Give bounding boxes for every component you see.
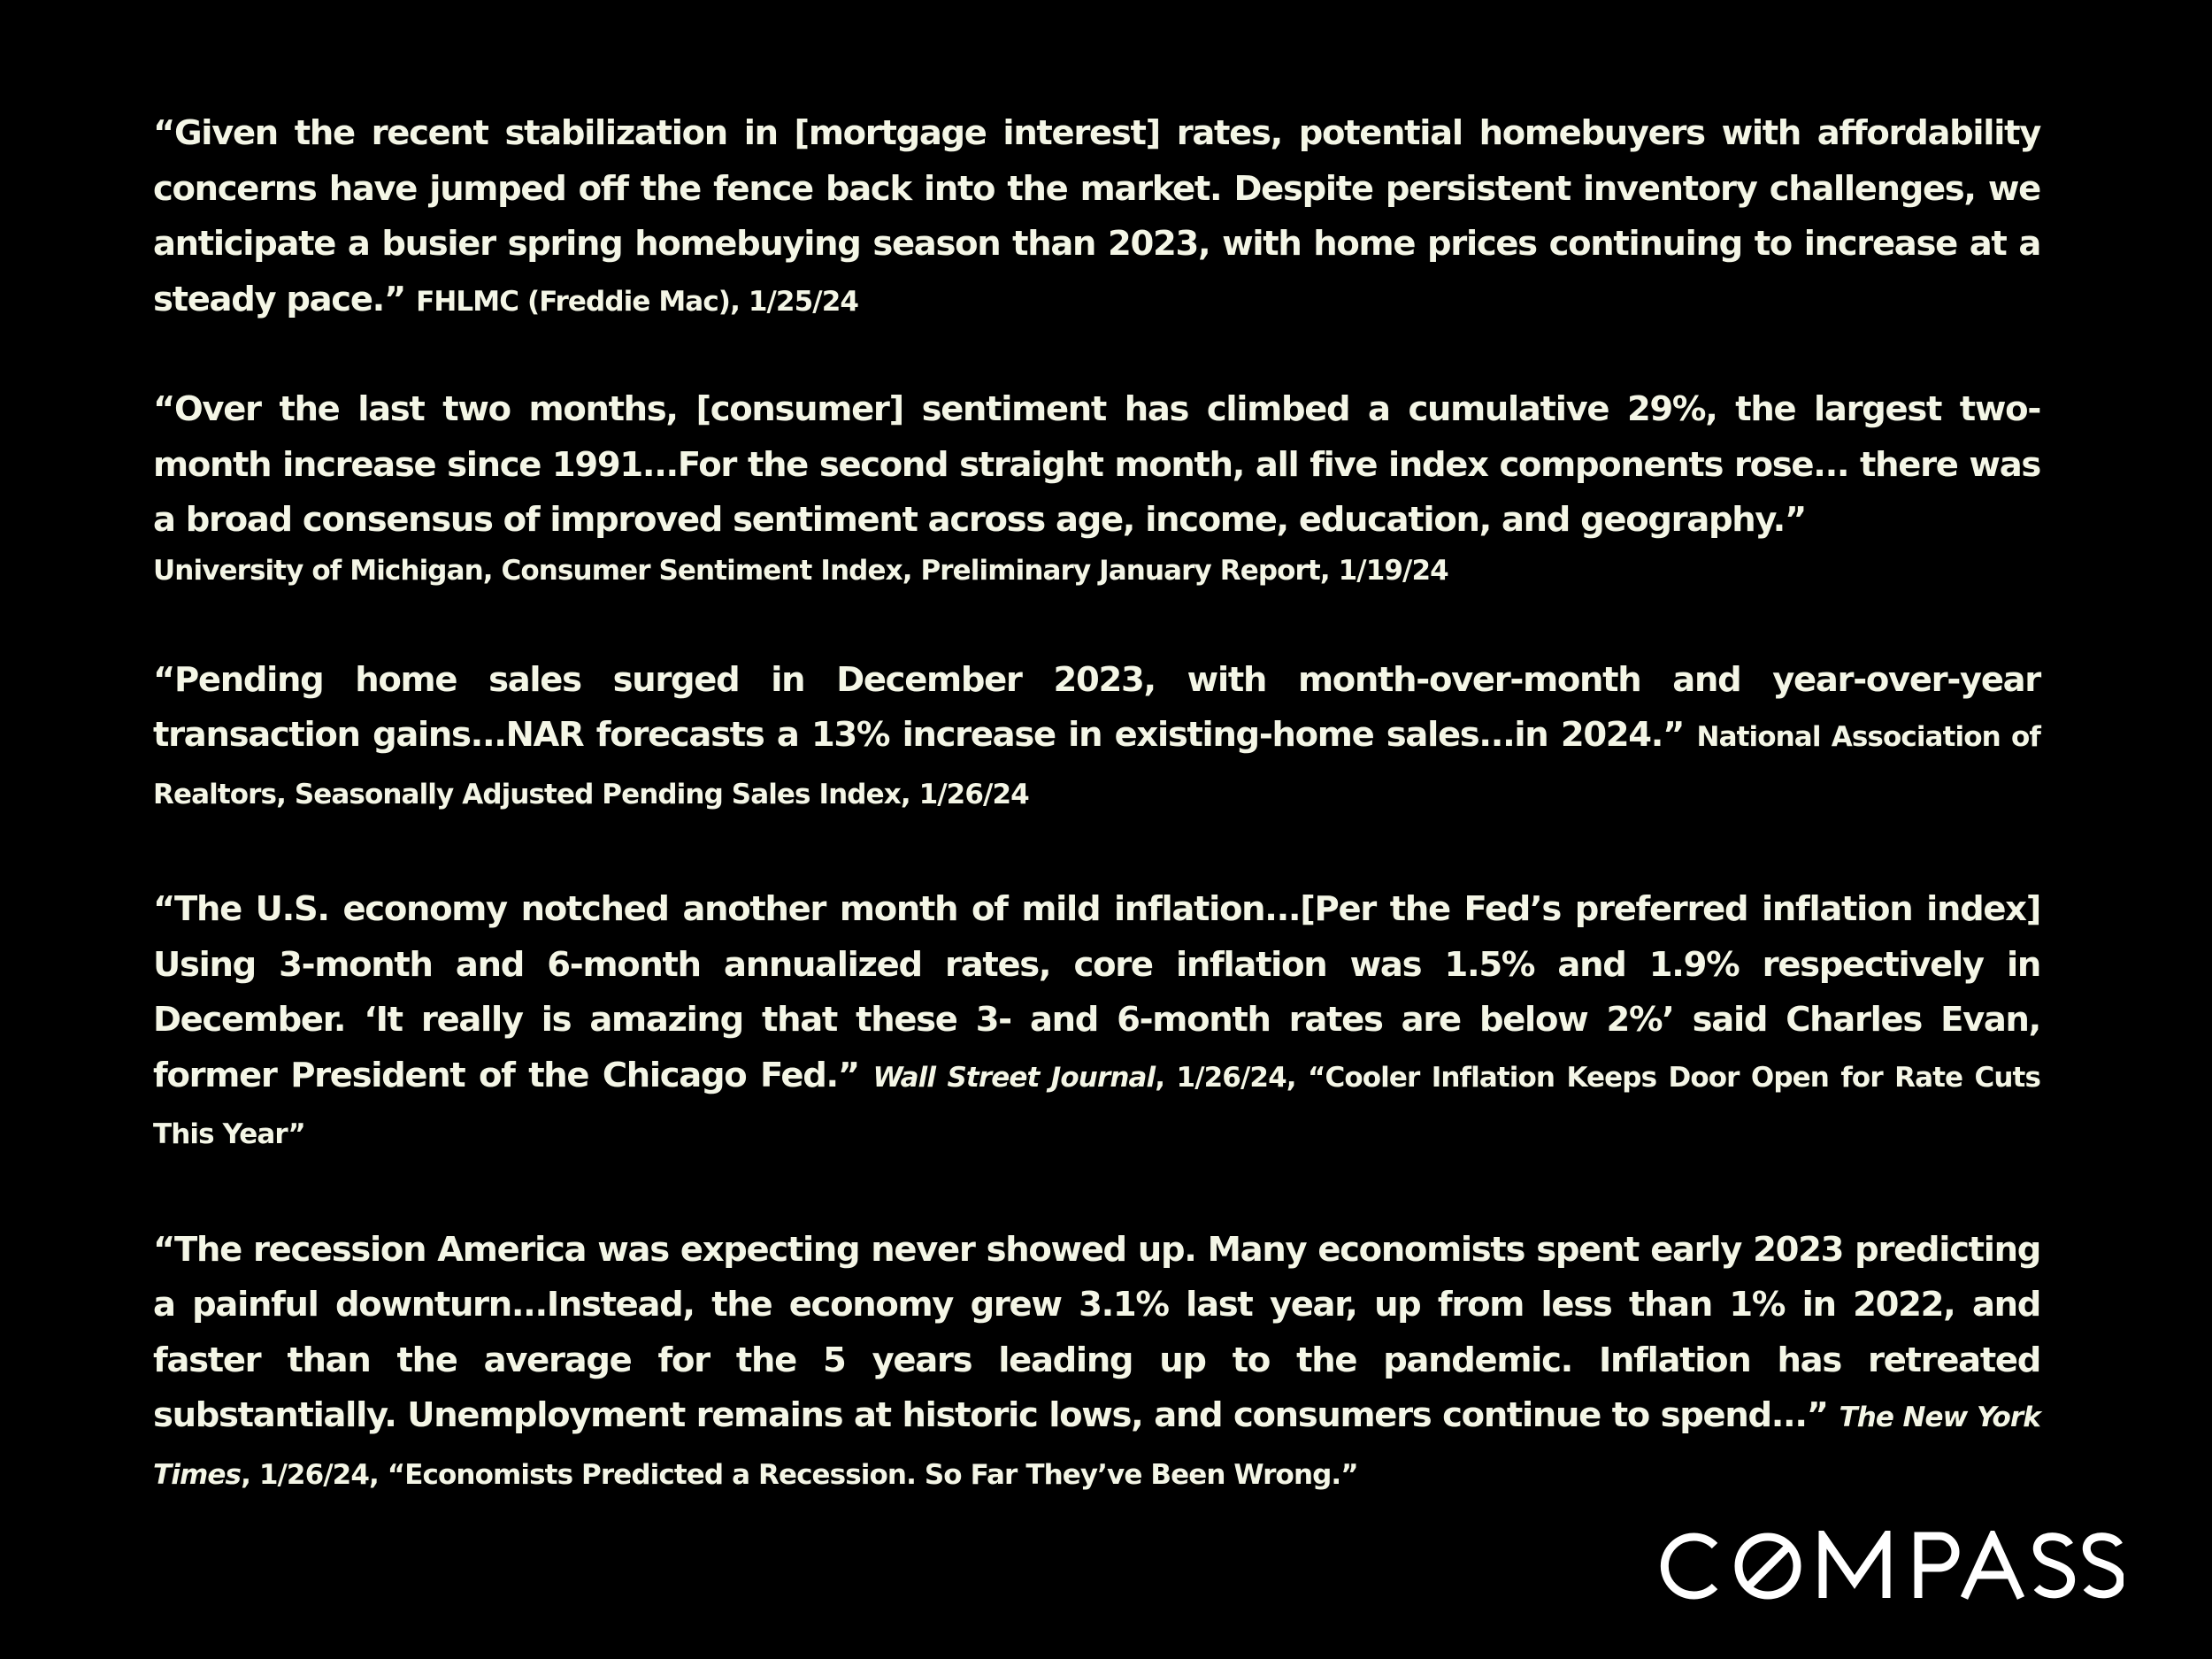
compass-logo [1655,1531,2124,1601]
quote-source-publication: Wall Street Journal [872,1061,1156,1094]
quote-text: “Given the recent stabilization in [mortgage interest] rates, potential homebuyers with affordability concerns have jumped off the fence back into the market. Despite persistent inventory challenges, we anticipate a busier spring homebuying season than 2023, with home prices continuing to increase at a steady pace.” [153,113,2040,319]
quote-source-details: , 1/26/24, “Economists Predicted a Recession. So Far They’ve Been Wrong.” [241,1458,1358,1491]
quote-wall-street-journal [153,882,2040,1163]
quote-nar [153,653,2040,823]
quote-source: National Association of Realtors, Seasonally Adjusted Pending Sales Index, 1/26/24 [153,721,2040,810]
quote-text: “The recession America was expecting never showed up. Many economists spent early 2023 predicting a painful downturn...Instead, the economy grew 3.1% last year, up from less than 1% in 2022, and faster than the average for the 5 years leading up to the pandemic. Inflation has retreated substantially. Unemployment remains at historic lows, and consumers continue to spend...” [153,1229,2040,1435]
quote-freddie-mac [153,106,2040,329]
quotes-list [153,106,2040,1502]
quote-university-of-michigan [153,382,2040,593]
quote-text: “The U.S. economy notched another month of mild inflation...[Per the Fed’s preferred inflation index] Using 3-month and 6-month annualized rates, core inflation was 1.5% and 1.9% respectively in December. ‘It really is amazing that these 3- and 6-month rates are below 2%’ said Charles Evan, former President of the Chicago Fed.” [153,889,2040,1095]
quote-new-york-times [153,1223,2040,1503]
quote-source-details: , 1/26/24, “Cooler Inflation Keeps Door Open for Rate Cuts This Year” [153,1061,2041,1150]
quote-source: University of Michigan, Consumer Sentiment Index, Preliminary January Report, 1/19/24 [153,554,1448,587]
quote-source: FHLMC (Freddie Mac), 1/25/24 [416,285,859,318]
quote-source-publication: The New York Times [153,1402,2040,1491]
quote-text: “Over the last two months, [consumer] sentiment has climbed a cumulative 29%, the largest two-month increase since 1991...For the second straight month, all five index components rose... there was a broad consensus of improved sentiment across age, income, education, and geography.” [153,389,2040,540]
quote-text: “Pending home sales surged in December 2023, with month-over-month and year-over-year transaction gains...NAR forecasts a 13% increase in existing-home sales...in 2024.” [153,659,2040,755]
